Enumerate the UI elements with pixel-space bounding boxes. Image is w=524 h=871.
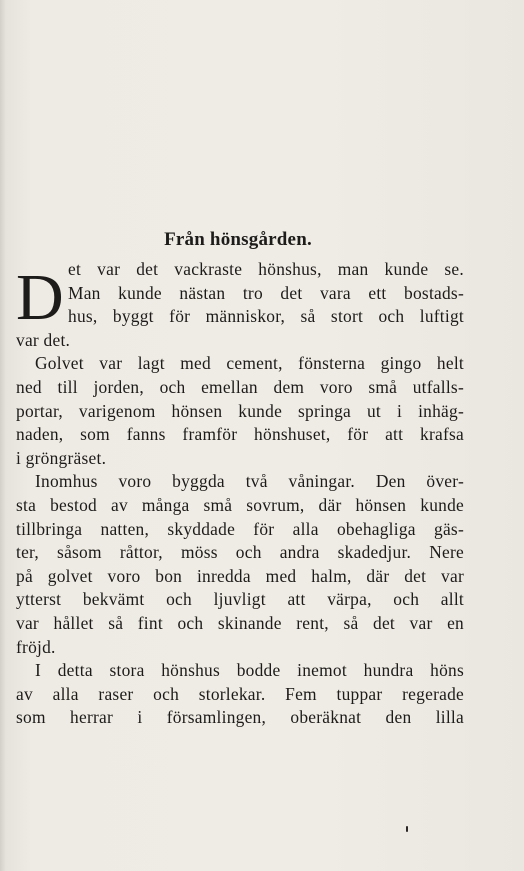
text-line: Golvet var lagt med cement, fönsterna gingo helt <box>35 353 464 374</box>
text-line: ytterst bekvämt och ljuvligt att värpa, och allt <box>16 589 464 610</box>
text-line: i gröngräset. <box>16 447 107 468</box>
text-line: ter, såsom råttor, möss och andra skadedjur. Nere <box>16 542 464 563</box>
text-line: Inomhus voro byggda två våningar. Den över- <box>35 471 464 492</box>
text-line: tillbringa natten, skyddade för alla obehagliga gäs- <box>16 518 464 539</box>
text-line: I detta stora hönshus bodde inemot hundra höns <box>35 660 464 681</box>
text-line: var det. <box>16 329 71 350</box>
text-line: på golvet voro bon inredda med halm, där det var <box>16 565 464 586</box>
text-line: ned till jorden, och emellan dem voro små utfalls- <box>16 376 464 397</box>
text-line: av alla raser och storlekar. Fem tuppar regerade <box>16 683 464 704</box>
text-line: Man kunde nästan tro det vara ett bostads- <box>68 282 464 303</box>
drop-cap: D <box>16 261 64 334</box>
text-line: et var det vackraste hönshus, man kunde se. <box>68 259 464 279</box>
chapter-heading: Från hönsgården. <box>164 229 312 250</box>
page-edge-shadow <box>0 0 6 871</box>
text-line: fröjd. <box>16 636 56 657</box>
text-line: var hållet så fint och skinande rent, så det var en <box>16 612 464 633</box>
text-line: sta bestod av många små sovrum, där hönsen kunde <box>16 494 464 515</box>
body-text <box>16 258 464 730</box>
text-line: portar, varigenom hönsen kunde springa ut i inhäg- <box>16 400 464 421</box>
text-line: naden, som fanns framför hönshuset, för att krafsa <box>16 424 464 445</box>
text-line: som herrar i församlingen, oberäknat den lilla <box>16 707 464 728</box>
ink-speck <box>406 826 408 832</box>
text-line: hus, byggt för människor, så stort och luftigt <box>68 306 464 327</box>
